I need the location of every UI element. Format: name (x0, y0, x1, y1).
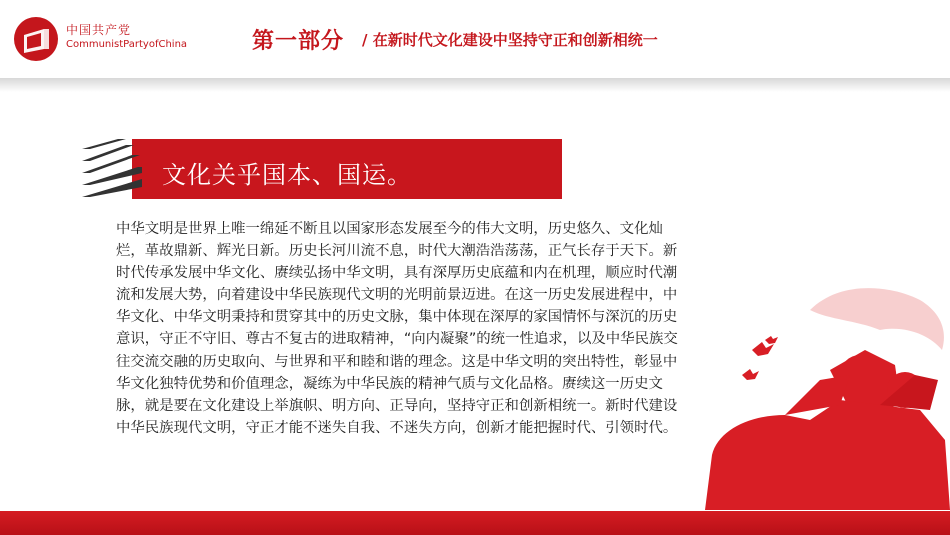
title-banner (82, 139, 562, 199)
header-divider (0, 78, 950, 92)
saluting-figures-doves-icon (690, 280, 950, 510)
section-subtitle: / 在新时代文化建设中坚持守正和创新相统一 (362, 31, 658, 49)
body-paragraph: 中华文明是世界上唯一绵延不断且以国家形态发展至今的伟大文明，历史悠久、文化灿烂，革故鼎新、辉光日新。历史长河川流不息，时代大潮浩浩荡荡，正气长存于天下。新时代传承发展中华文化、赓续弘扬中华文明，具有深厚历史底蕴和内在机理，顺应时代潮流和发展大势，向着建设中华民族现代文明的光明前景迈进。在这一历史发展进程中，中华文化、中华文明秉持和贯穿其中的历史文脉，集中体现在深厚的家国情怀与深沉的历史意识，守正不守旧、尊古不复古的进取精神，“向内凝聚”的统一性追求，以及中华民族交往交流交融的历史取向、与世界和平和睦和谐的理念。这是中华文明的突出特性，彰显中华文化独特优势和价值理念，凝练为中华民族的精神气质与文化品格。赓续这一历史文脉，就是要在文化建设上举旗帜、明方向、正导向，坚持守正和创新相统一。新时代建设中华民族现代文明，守正才能不迷失自我、不迷失方向，创新才能把握时代、引领时代。 (116, 221, 678, 436)
footer-bar (0, 511, 950, 535)
section-title: 第一部分 (252, 29, 345, 54)
header (0, 0, 950, 80)
logo-name-cn: 中国共产党 (66, 23, 132, 37)
party-emblem-icon (12, 15, 60, 63)
chevron-stripes-icon (82, 139, 142, 199)
logo-name-en: CommunistPartyofChina (66, 39, 188, 50)
banner-title: 文化关乎国本、国运。 (162, 161, 412, 189)
